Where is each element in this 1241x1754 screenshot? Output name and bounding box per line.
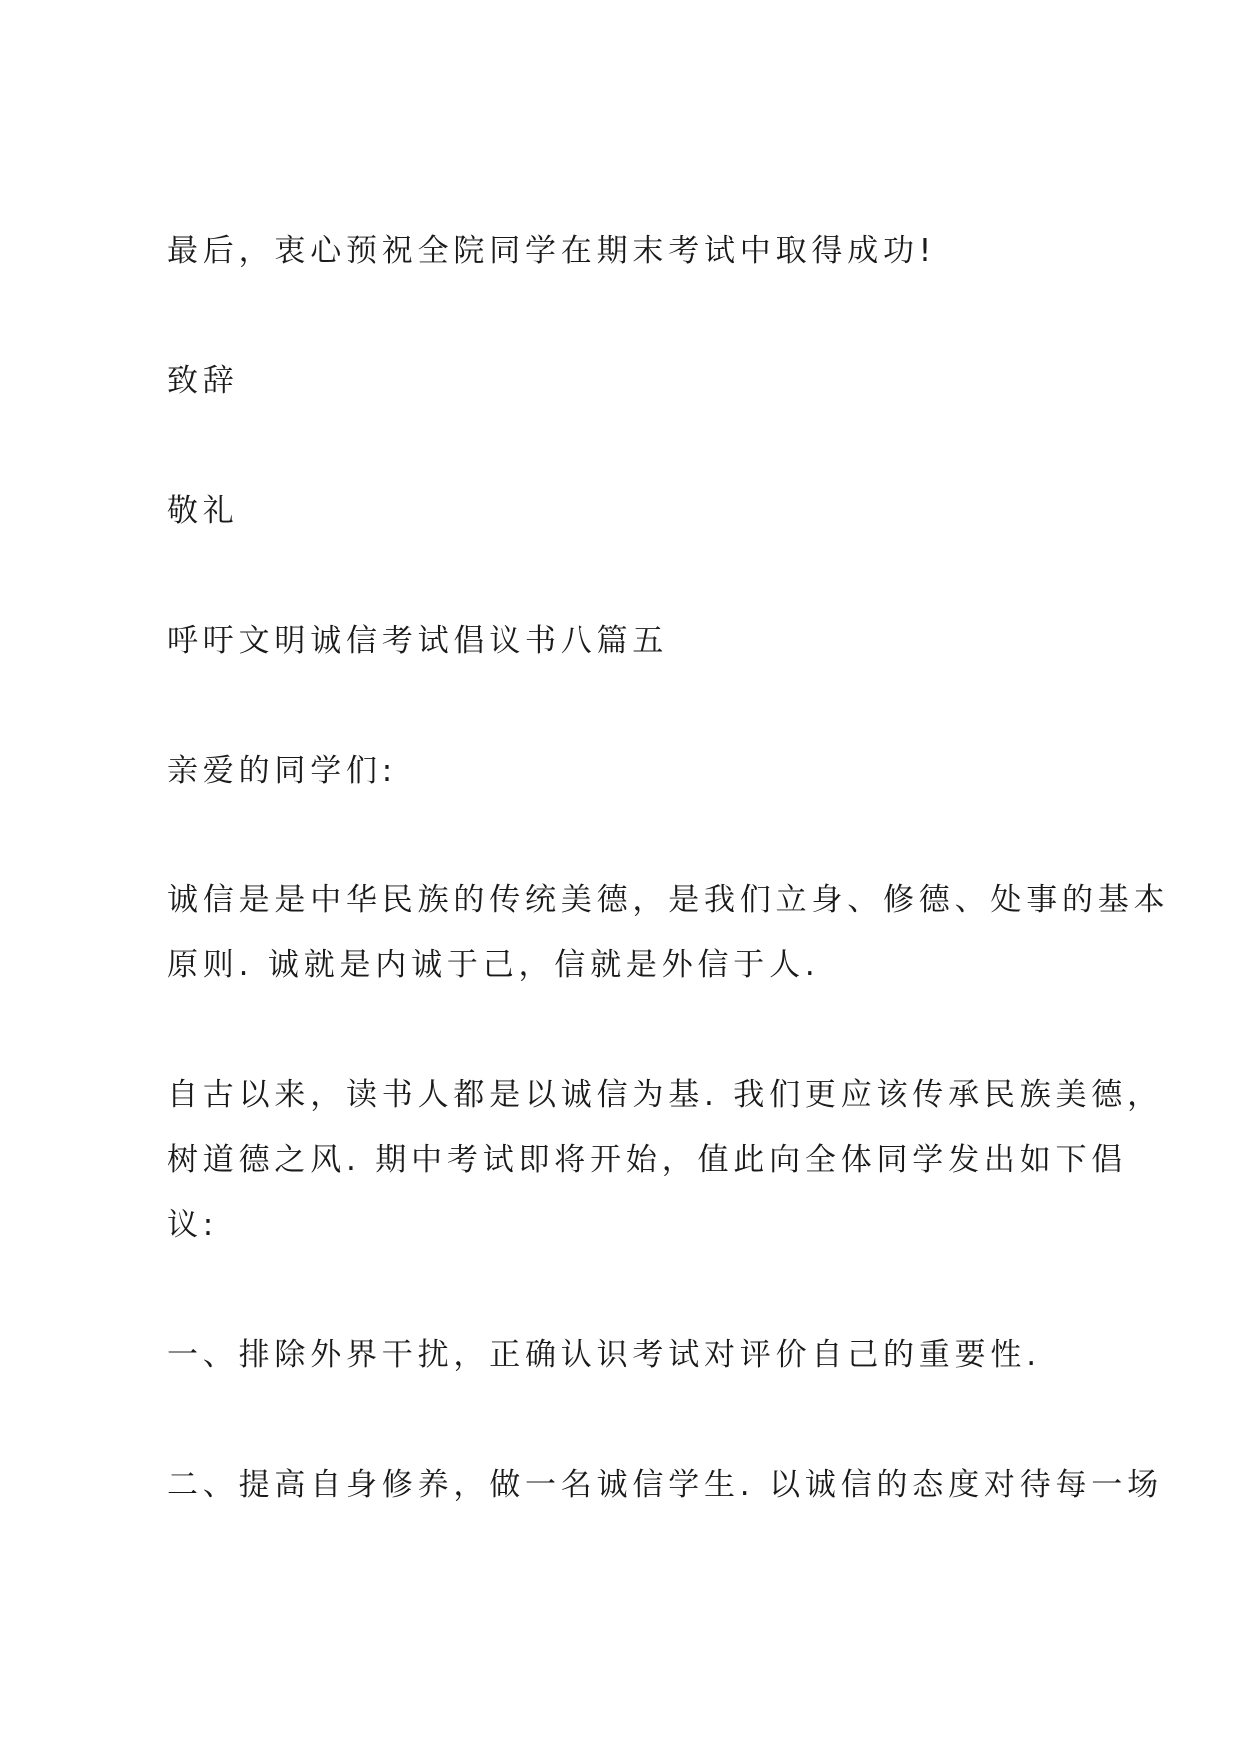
list-item-1: 一、排除外界干扰，正确认识考试对评价自己的重要性.	[167, 1337, 1041, 1373]
closing-line: 最后，衷心预祝全院同学在期末考试中取得成功!	[167, 233, 937, 269]
salutation-jingli: 敬礼	[167, 493, 239, 529]
salutation-zhici: 致辞	[167, 363, 239, 399]
list-item-2: 二、提高自身修养，做一名诚信学生. 以诚信的态度对待每一场	[167, 1467, 1163, 1503]
paragraph-1-line-1: 诚信是是中华民族的传统美德，是我们立身、修德、处事的基本	[167, 882, 1170, 918]
paragraph-2-line-3: 议:	[167, 1207, 219, 1243]
greeting: 亲爱的同学们:	[167, 753, 398, 789]
section-title: 呼吁文明诚信考试倡议书八篇五	[167, 623, 669, 659]
paragraph-2-line-1: 自古以来，读书人都是以诚信为基. 我们更应该传承民族美德，	[167, 1077, 1163, 1113]
paragraph-2-line-2: 树道德之风. 期中考试即将开始，值此向全体同学发出如下倡	[167, 1142, 1128, 1178]
paragraph-1-line-2: 原则. 诚就是内诚于己，信就是外信于人.	[167, 947, 820, 983]
